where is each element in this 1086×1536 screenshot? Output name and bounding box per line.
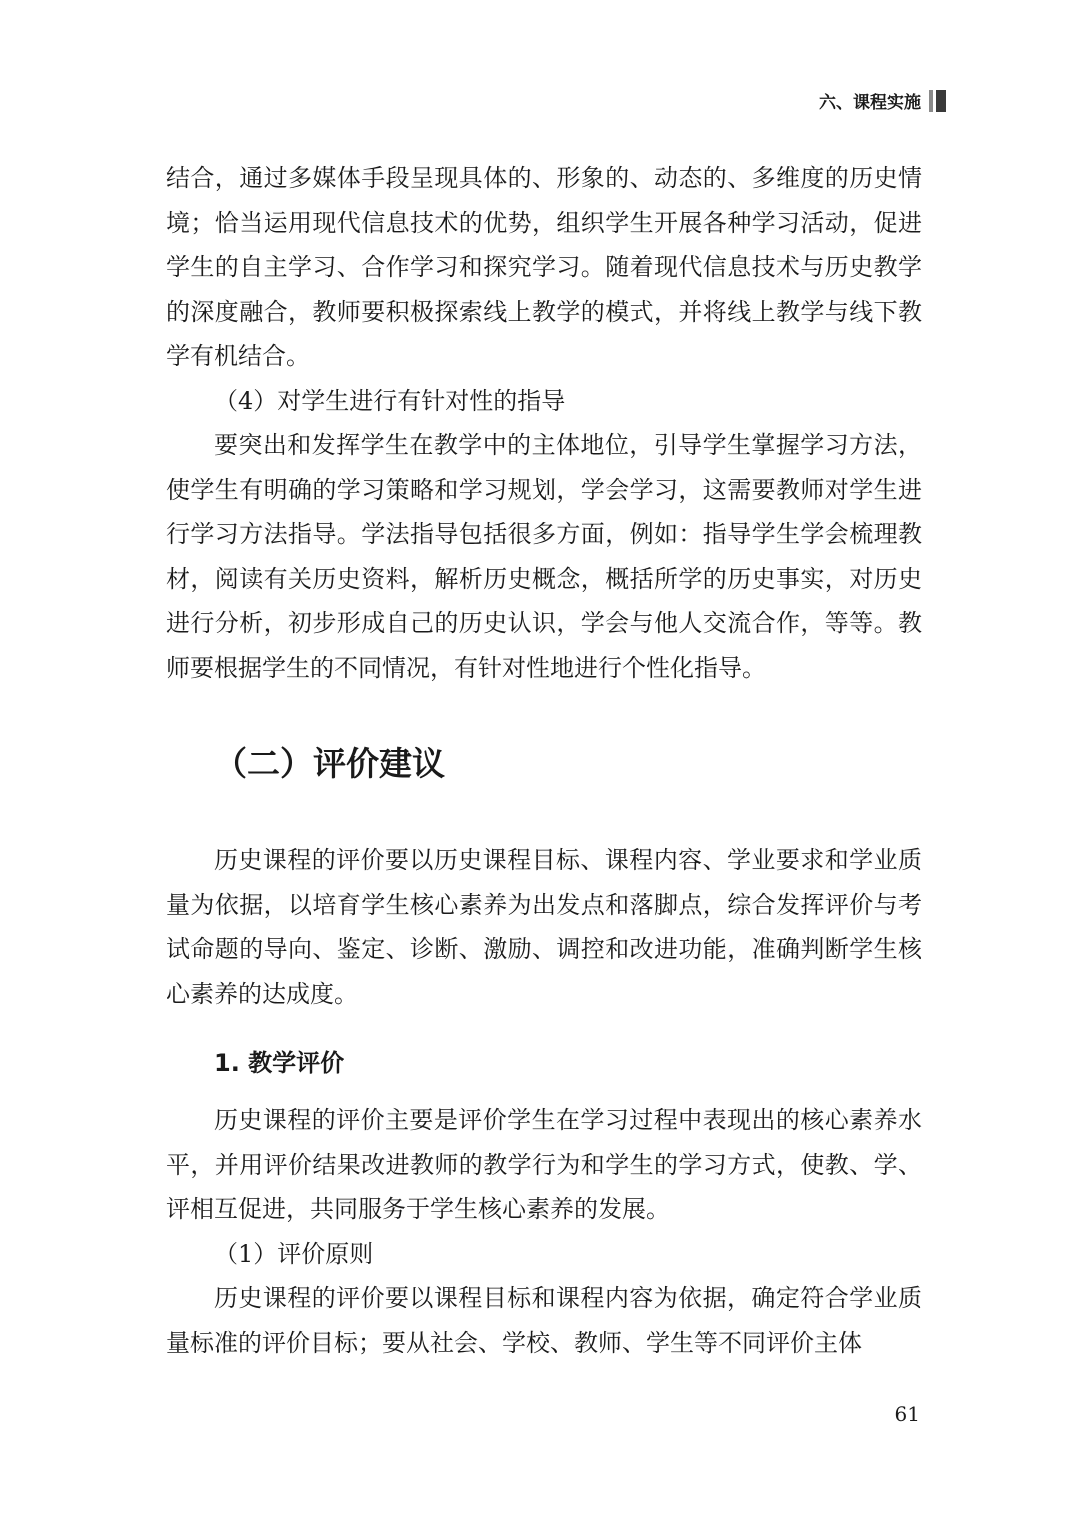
paragraph-evaluation-principles: 历史课程的评价要以课程目标和课程内容为依据，确定符合学业质量标准的评价目标；要从社会、学校、教师、学生等不同评价主体 xyxy=(166,1284,922,1357)
section-title: （二）评价建议 xyxy=(214,744,445,783)
item-4-heading: （4）对学生进行有针对性的指导 xyxy=(214,386,566,415)
header-bars-decoration xyxy=(929,90,946,112)
paragraph-continued: 结合，通过多媒体手段呈现具体的、形象的、动态的、多维度的历史情境；恰当运用现代信息技术的优势，组织学生开展各种学习活动，促进学生的自主学习、合作学习和探究学习。随着现代信息技术与历史教学的深度融合，教师要积极探索线上教学的模式，并将线上教学与线下教学有机结合。 xyxy=(166,164,922,370)
header-bar-thin xyxy=(929,90,933,112)
paragraph-evaluation-intro: 历史课程的评价要以历史课程目标、课程内容、学业要求和学业质量为依据，以培育学生核心素养为出发点和落脚点，综合发挥评价与考试命题的导向、鉴定、诊断、激励、调控和改进功能，准确判断学生核心素养的达成度。 xyxy=(166,846,922,1008)
header-bar-thick xyxy=(936,90,946,112)
page-content xyxy=(166,156,922,1365)
subsection-title: 1. 教学评价 xyxy=(214,1049,345,1077)
chapter-title: 六、课程实施 xyxy=(819,93,921,113)
paragraph-teaching-evaluation: 历史课程的评价主要是评价学生在学习过程中表现出的核心素养水平，并用评价结果改进教师的教学行为和学生的学习方式，使教、学、评相互促进，共同服务于学生核心素养的发展。 xyxy=(166,1106,922,1223)
section-body xyxy=(166,838,922,1365)
page-number: 61 xyxy=(894,1402,920,1426)
item-1-heading: （1）评价原则 xyxy=(214,1239,374,1268)
running-header xyxy=(819,88,946,113)
paragraph-guidance: 要突出和发挥学生在教学中的主体地位，引导学生掌握学习方法，使学生有明确的学习策略和学习规划，学会学习，这需要教师对学生进行学习方法指导。学法指导包括很多方面，例如：指导学生学会梳理教材，阅读有关历史资料，解析历史概念，概括所学的历史事实，对历史进行分析，初步形成自己的历史认识，学会与他人交流合作，等等。教师要根据学生的不同情况，有针对性地进行个性化指导。 xyxy=(166,431,922,682)
